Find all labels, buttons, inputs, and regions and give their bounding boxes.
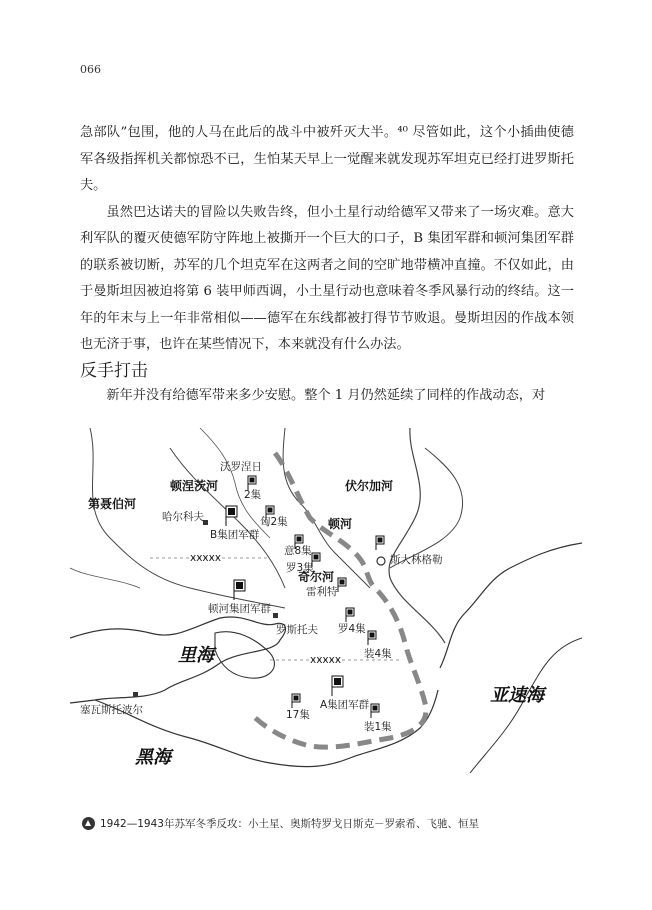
river-volga-branch: [390, 448, 463, 568]
label-unit-ro3: 罗3集: [286, 562, 314, 574]
unit-flag-stalingrad: [376, 536, 384, 550]
unit-flag-ro4: [346, 608, 354, 622]
label-chir-river: 奇尔河: [298, 570, 335, 584]
label-sea-azov: 里海: [178, 645, 214, 666]
boundary-label-1: xxxxx: [190, 552, 222, 564]
label-unit-pz1: 装1集: [364, 721, 392, 733]
label-army-group-don: 顿河集团军群: [208, 603, 271, 615]
section-heading: 反手打击: [80, 361, 148, 381]
triangle-bullet-icon: [82, 817, 95, 830]
unit-flag-pz1: [371, 704, 379, 718]
city-marker-stalingrad: [377, 557, 385, 565]
label-kharkov: 哈尔科夫: [162, 511, 204, 523]
boundary-label-2: xxxxx: [310, 654, 342, 666]
label-unit-ro4: 罗4集: [338, 623, 366, 635]
label-stalingrad: 斯大林格勒: [390, 554, 443, 566]
figure-caption: [82, 816, 479, 831]
label-rostov: 罗斯托夫: [276, 624, 318, 636]
label-donets-river: 顿涅茨河: [170, 479, 219, 493]
label-unit-it8: 意8集: [284, 545, 312, 557]
city-marker-sevastopol: [133, 692, 138, 697]
unit-flag-a: [332, 676, 343, 696]
coastline-azov: [215, 632, 274, 679]
label-unit-a2: 2集: [244, 489, 262, 501]
label-dnieper: 第聂伯河: [88, 497, 137, 511]
paragraph-2: 虽然巴达诺夫的冒险以失败告终，但小土星行动给德军又带来了一场灾难。意大利军队的覆灭使德军防守阵地上被撕开一个巨大的口子，B 集团军群和顿河集团军群的联系被切断，苏军的几个坦克军在这两者之间的空旷地带横冲直撞。不仅如此，由于曼斯坦因被迫将第 6 装甲师西调，小土星行动也意味着冬季风暴行动的终结。这一年的年末与上一年非常相似——德军在东线都被打得节节败退。曼斯坦因的作战本领也无济于事，也许在某些情况下，本来就没有什么办法。: [80, 204, 574, 352]
label-unit-gd2: 匈2集: [260, 516, 288, 528]
label-black-sea: 黑海: [135, 747, 171, 768]
paragraph-3: 新年并没有给德军带来多少安慰。整个 1 月仍然延续了同样的作战动态，对: [106, 388, 546, 403]
paragraph-1: 急部队”包围，他的人马在此后的战斗中被歼灭大半。⁴⁰ 尽管如此，这个小插曲使德军各级指挥机关都惊恐不已，生怕某天早上一觉醒来就发现苏军坦克已经打进罗斯托夫。: [80, 125, 574, 193]
label-voroshilovgrad: 沃罗涅日: [220, 461, 262, 473]
page-number: 066: [80, 63, 101, 76]
unit-flag-17: [292, 694, 300, 708]
unit-flag-tormosin: [338, 578, 346, 592]
label-army-group-b: B集团军群: [210, 529, 260, 541]
label-volga: 伏尔加河: [345, 479, 394, 493]
river-tributary-2: [70, 568, 140, 588]
river-volga: [389, 428, 445, 643]
unit-flag-pz4: [368, 631, 376, 645]
label-sevastopol: 塞瓦斯托波尔: [80, 704, 143, 716]
unit-flag-2: [248, 476, 256, 490]
label-unit-a17: 17集: [286, 709, 310, 721]
label-caspian: 亚速海: [490, 685, 544, 706]
body-text-top: [80, 120, 574, 359]
unit-flag-don: [234, 580, 245, 600]
figure-caption-text: 1942—1943年苏军冬季反攻：小土星、奥斯特罗戈日斯克－罗索希、飞驰、恒星: [100, 818, 479, 830]
campaign-map: [70, 428, 582, 810]
label-don-river: 顿河: [328, 517, 353, 531]
city-marker-rostov: [273, 613, 278, 618]
body-text-bottom: [80, 383, 574, 410]
label-unit-pz4: 装4集: [364, 648, 392, 660]
label-army-group-a: A集团军群: [320, 699, 370, 711]
unit-flag-b: [226, 506, 237, 526]
label-tormosin: 雷利特: [306, 586, 338, 598]
